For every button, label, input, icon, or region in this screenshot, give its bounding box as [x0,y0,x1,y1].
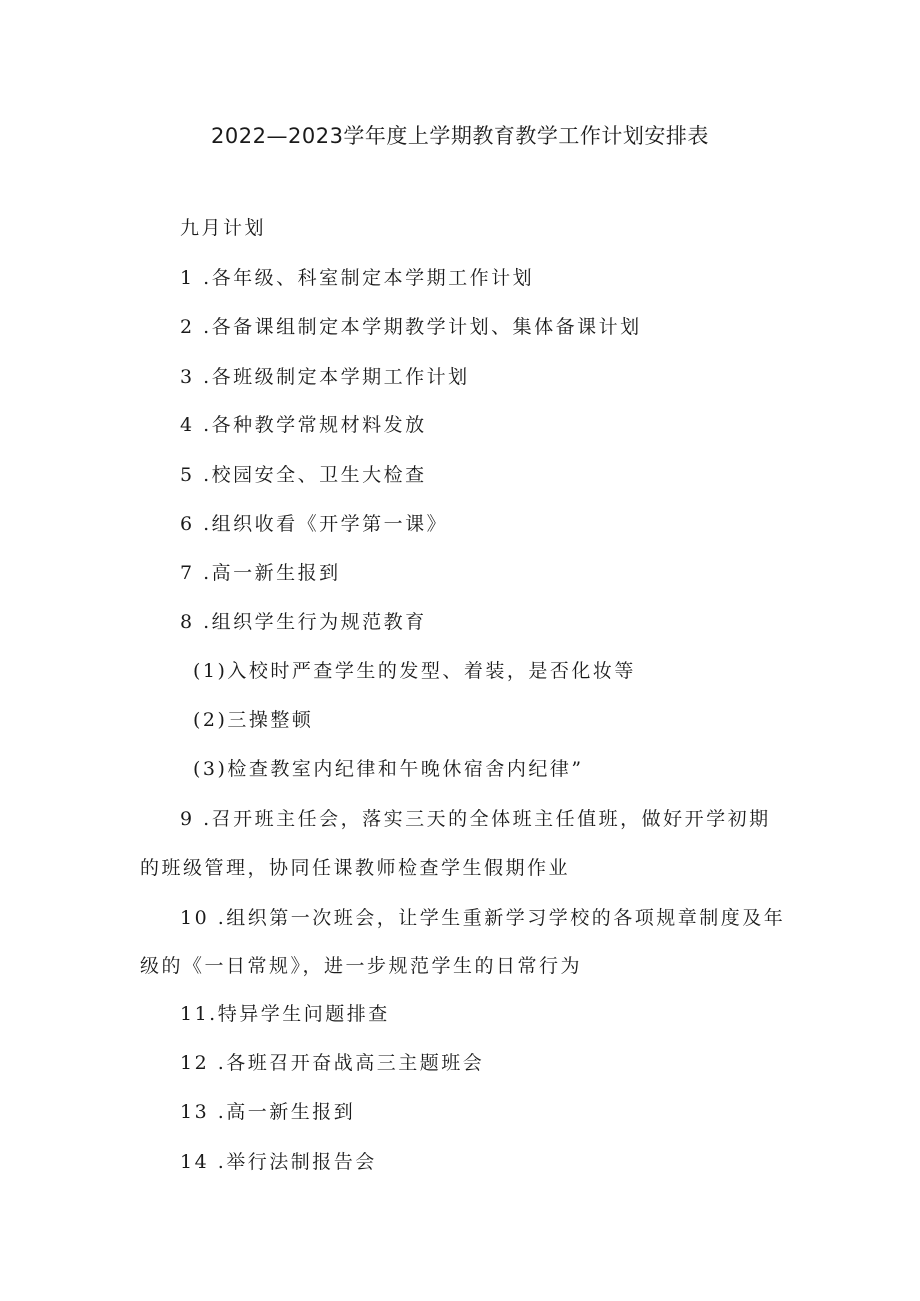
list-item: 14 .举行法制报告会 [180,1151,377,1173]
list-item: 4 .各种教学常规材料发放 [180,414,427,436]
list-item-9-line2: 的班级管理，协同任课教师检查学生假期作业 [140,857,571,879]
document-title: 2022—2023学年度上学期教育教学工作计划安排表 [211,124,709,148]
list-item: 8 .组织学生行为规范教育 [180,611,427,633]
list-item: 11.特异学生问题排查 [180,1003,390,1025]
sub-list-item: (2)三操整顿 [193,709,314,731]
list-item: 2 .各备课组制定本学期教学计划、集体备课计划 [180,316,642,338]
sub-list-item: (3)检查教室内纪律和午晚休宿舍内纪律” [193,758,584,780]
list-item-10-line1: 10 .组织第一次班会，让学生重新学习学校的各项规章制度及年 [180,907,786,929]
list-item: 5 .校园安全、卫生大检查 [180,464,427,486]
list-item: 6 .组织收看《开学第一课》 [180,513,449,535]
sub-list-item: (1)入校时严查学生的发型、着装，是否化妆等 [193,660,636,682]
list-item: 3 .各班级制定本学期工作计划 [180,366,470,388]
list-item: 12 .各班召开奋战高三主题班会 [180,1052,485,1074]
list-item-9-line1: 9 .召开班主任会，落实三天的全体班主任值班，做好开学初期 [180,808,771,830]
list-item: 1 .各年级、科室制定本学期工作计划 [180,267,535,289]
list-item: 13 .高一新生报到 [180,1101,356,1123]
section-heading: 九月计划 [180,217,267,239]
list-item-10-line2: 级的《一日常规》，进一步规范学生的日常行为 [140,955,583,977]
list-item: 7 .高一新生报到 [180,562,341,584]
